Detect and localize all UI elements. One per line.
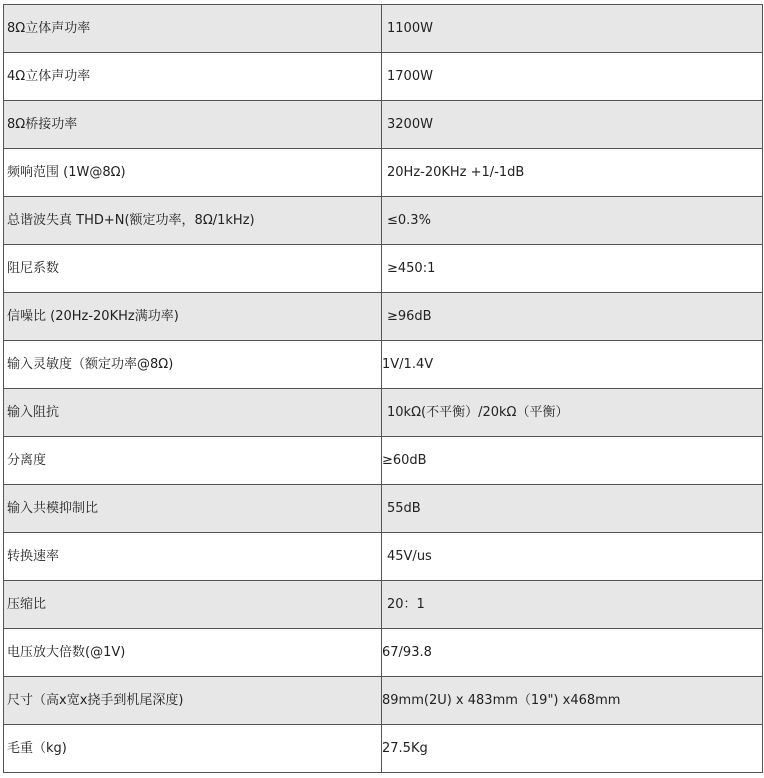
table-row bbox=[4, 437, 763, 485]
spec-label: 总谐波失真 THD+N(额定功率，8Ω/1kHz) bbox=[4, 197, 382, 245]
spec-label: 压缩比 bbox=[4, 581, 382, 629]
spec-label: 信噪比 (20Hz-20KHz满功率) bbox=[4, 293, 382, 341]
table-row bbox=[4, 245, 763, 293]
table-row bbox=[4, 293, 763, 341]
table-row bbox=[4, 581, 763, 629]
table-row bbox=[4, 101, 763, 149]
spec-value: ≤0.3% bbox=[382, 197, 763, 245]
spec-value: 45V/us bbox=[382, 533, 763, 581]
spec-label: 输入阻抗 bbox=[4, 389, 382, 437]
spec-label: 转换速率 bbox=[4, 533, 382, 581]
spec-label: 输入共模抑制比 bbox=[4, 485, 382, 533]
table-row bbox=[4, 677, 763, 725]
spec-label: 4Ω立体声功率 bbox=[4, 53, 382, 101]
table-row bbox=[4, 53, 763, 101]
spec-label: 8Ω桥接功率 bbox=[4, 101, 382, 149]
spec-value: 1700W bbox=[382, 53, 763, 101]
spec-value: ≥60dB bbox=[382, 437, 763, 485]
spec-value: 10kΩ(不平衡）/20kΩ（平衡） bbox=[382, 389, 763, 437]
spec-value: ≥96dB bbox=[382, 293, 763, 341]
spec-label: 分离度 bbox=[4, 437, 382, 485]
spec-table bbox=[3, 4, 763, 773]
spec-label: 尺寸（高x宽x挠手到机尾深度) bbox=[4, 677, 382, 725]
spec-value: 20：1 bbox=[382, 581, 763, 629]
table-row bbox=[4, 341, 763, 389]
spec-label: 8Ω立体声功率 bbox=[4, 5, 382, 53]
table-row bbox=[4, 197, 763, 245]
spec-value: 1V/1.4V bbox=[382, 341, 763, 389]
spec-value: 67/93.8 bbox=[382, 629, 763, 677]
table-row bbox=[4, 389, 763, 437]
table-row bbox=[4, 149, 763, 197]
table-row bbox=[4, 533, 763, 581]
spec-value: 3200W bbox=[382, 101, 763, 149]
spec-value: 1100W bbox=[382, 5, 763, 53]
spec-label: 阻尼系数 bbox=[4, 245, 382, 293]
table-row bbox=[4, 5, 763, 53]
spec-label: 频响范围 (1W@8Ω) bbox=[4, 149, 382, 197]
spec-value: ≥450:1 bbox=[382, 245, 763, 293]
table-row bbox=[4, 485, 763, 533]
table-row bbox=[4, 725, 763, 773]
spec-value: 20Hz-20KHz +1/-1dB bbox=[382, 149, 763, 197]
spec-value: 89mm(2U) x 483mm（19") x468mm bbox=[382, 677, 763, 725]
spec-value: 55dB bbox=[382, 485, 763, 533]
spec-label: 输入灵敏度（额定功率@8Ω) bbox=[4, 341, 382, 389]
spec-label: 电压放大倍数(@1V) bbox=[4, 629, 382, 677]
spec-label: 毛重（kg) bbox=[4, 725, 382, 773]
spec-value: 27.5Kg bbox=[382, 725, 763, 773]
table-row bbox=[4, 629, 763, 677]
